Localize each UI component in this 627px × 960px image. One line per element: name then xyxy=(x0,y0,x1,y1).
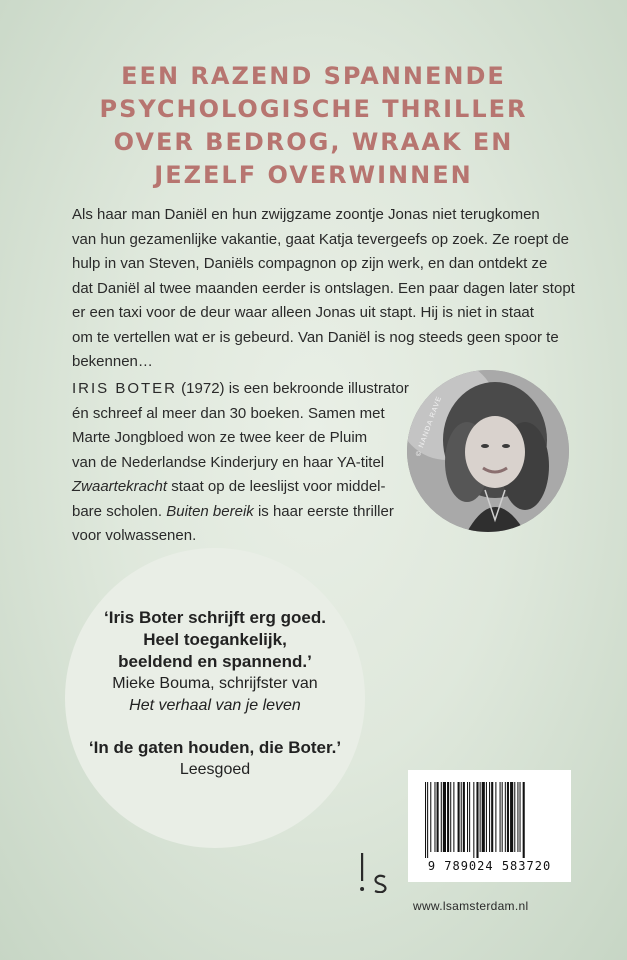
quote-line: Heel toegankelijk, xyxy=(143,630,287,649)
author-photo xyxy=(407,370,569,532)
author-bio-line: Marte Jongbloed won ze twee keer de Pluim xyxy=(72,429,368,446)
barcode-bars xyxy=(425,782,554,858)
author-bio-line: bare scholen. Buiten bereik is haar eerste thriller xyxy=(72,502,394,520)
quote-source: Mieke Bouma, schrijfster van xyxy=(112,675,318,692)
quote-line: beeldend en spannend.’ xyxy=(118,652,312,671)
blurb-line: Als haar man Daniël en hun zwijgzame zoontje Jonas niet terugkomen xyxy=(72,206,540,223)
quote-line: ‘Iris Boter schrijft erg goed. xyxy=(104,608,326,627)
tagline xyxy=(0,60,627,192)
quote-line: ‘In de gaten houden, die Boter.’ xyxy=(88,738,342,757)
book-title: Buiten bereik xyxy=(166,502,254,520)
publisher-logo-icon xyxy=(359,853,393,893)
blurb-line: hulp in van Steven, Daniëls compagnon op zijn werk, en dan ontdekt ze xyxy=(72,255,548,272)
author-bio-line: én schreef al meer dan 30 boeken. Samen met xyxy=(72,404,385,422)
quote-source: Leesgoed xyxy=(179,761,251,778)
author-bio-line: Zwaartekracht staat op de leeslijst voor middel- xyxy=(72,478,386,495)
tagline-line-4: JEZELF OVERWINNEN xyxy=(154,161,473,189)
review-quotes xyxy=(65,607,365,781)
blurb-line: bekennen… xyxy=(72,353,153,370)
blurb-line: van hun gezamenlijke vakantie, gaat Katja tevergeefs op zoek. Ze roept de xyxy=(72,230,569,248)
author-bio-line: IRIS BOTER (1972) is een bekroonde illustrator xyxy=(72,380,409,397)
publisher-url: www.lsamsterdam.nl xyxy=(413,899,529,913)
isbn-number: 9 789024 583720 xyxy=(427,859,552,873)
barcode xyxy=(408,770,571,882)
tagline-line-1: EEN RAZEND SPANNENDE xyxy=(121,62,506,90)
photo-credit: © NANDA RAVE xyxy=(415,395,444,458)
tagline-line-2: PSYCHOLOGISCHE THRILLER xyxy=(99,95,528,123)
author-name: IRIS BOTER xyxy=(72,380,178,397)
blurb-line: er een taxi voor de deur waar alleen Jonas uit stapt. Hij is niet in staat xyxy=(72,304,534,321)
tagline-line-3: OVER BEDROG, WRAAK EN xyxy=(113,128,514,156)
blurb-line: dat Daniël al twee maanden eerder is ontslagen. Een paar dagen later stopt xyxy=(72,279,575,297)
author-bio-line: van de Nederlandse Kinderjury en haar YA-titel xyxy=(72,453,385,471)
quote-source-title: Het verhaal van je leven xyxy=(129,697,301,714)
blurb-line: om te vertellen wat er is gebeurd. Van Daniël is nog steeds geen spoor te xyxy=(72,328,559,346)
author-bio xyxy=(72,377,412,549)
blurb xyxy=(72,203,575,375)
book-title: Zwaartekracht xyxy=(72,478,168,495)
author-bio-line: voor volwassenen. xyxy=(72,527,197,544)
